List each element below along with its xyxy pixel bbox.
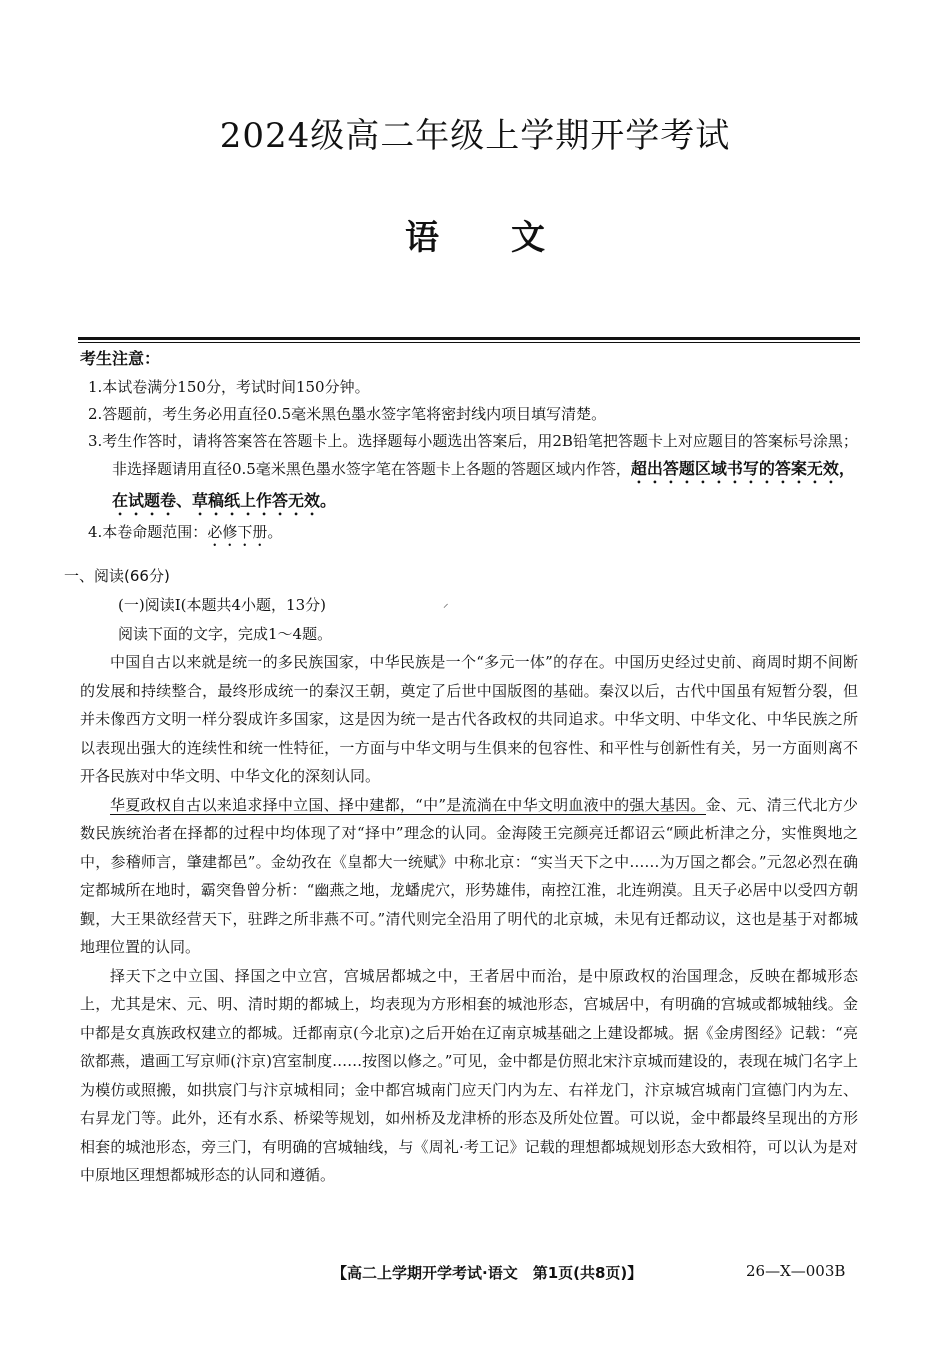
reading-instruction: 阅读下面的文字，完成1～4题。 [118,625,333,643]
reading-passage [80,648,858,1190]
notice-item-2: 2.答题前，考生务必用直径0.5毫米黑色墨水签字笔将密封线内项目填写清楚。 [88,405,607,423]
exam-title: 2024级高二年级上学期开学考试 [219,116,731,156]
passage-paragraph-1: 中国自古以来就是统一的多民族国家，中华民族是一个“多元一体”的存在。中国历史经过史前、商周时期不间断的发展和持续整合，最终形成统一的秦汉王朝，奠定了后世中国版图的基础。秦汉以后，古代中国虽有短暂分裂，但并未像西方文明一样分裂成许多国家，这是因为统一是古代各政权的共同追求。中华文明、中华文化、中华民族之所以表现出强大的连续性和统一性特征，一方面与中华文明与生俱来的包容性、和平性与创新性有关，另一方面则离不开各民族对中华文明、中华文化的深刻认同。 [80,653,858,785]
notice-heading: 考生注意： [80,349,161,368]
header-divider-thin [78,342,860,343]
passage-paragraph-3: 择天下之中立国、择国之中立宫，宫城居都城之中，王者居中而治，是中原政权的治国理念，反映在都城形态上，尤其是宋、元、明、清时期的都城上，均表现为方形相套的城池形态，宫城居中，有明确的宫城或都城轴线。金中都是女真族政权建立的都城。迁都南京(今北京)之后开始在辽南京城基础之上建设都城。据《金虏图经》记载：“亮欲都燕，遣画工写京师(汴京)宫室制度……按图以修之。”可见，金中都是仿照北宋汴京城而建设的，表现在城门名字上为模仿或照搬，如拱宸门与汴京城相同；金中都宫城南门应天门内为左、右祥龙门，汴京城宫城南门宣德门内为左、右昇龙门等。此外，还有水系、桥梁等规划，如州桥及龙津桥的形态及所处位置。可以说，金中都最终呈现出的方形相套的城池形态，旁三门，有明确的宫城轴线，与《周礼·考工记》记载的理想都城规划形态大致相符，可以认为是对中原地区理想都城形态的认同和遵循。 [80,966,858,1184]
section-title: 一、阅读(66分) [64,567,170,585]
header-divider-thick [78,337,860,340]
notice-item-3-text: 3.考生作答时，请将答案答在答题卡上。选择题每小题选出答案后，用2B铅笔把答题卡上对应题目的答案标号涂黑；非选择题请用直径0.5毫米黑色墨水签字笔在答题卡上各题的答题区域内作答， [88,432,858,478]
footer-exam-code: 26—X—003B [746,1262,846,1280]
notice-item-3-emphasis: 超出答题区域书写的答案无效，在试题卷、草稿纸上作答无效。 [112,459,855,510]
passage-underlined-sentence: 华夏政权自古以来追求择中立国、择中建都，“中”是流淌在中华文明血液中的强大基因。 [110,795,706,814]
notice-item-1: 1.本试卷满分150分，考试时间150分钟。 [88,378,370,396]
notice-item-4 [56,519,870,550]
footer-page-info: 【高二上学期开学考试·语文 第1页(共8页)】 [332,1264,643,1282]
pen-mark-icon: ⸝ [443,597,449,610]
subject-char-2: 文 [511,218,545,258]
notice-item-4-text: 4.本卷命题范围： [88,523,208,541]
subsection-title: (一)阅读Ⅰ(本题共4小题，13分) [118,596,326,614]
passage-paragraph-2-rest: 金、元、清三代北方少数民族统治者在择都的过程中均体现了对“择中”理念的认同。金海陵王完颜亮迁都诏云“顾此析津之分，实惟舆地之中，参稽师言，肇建都邑”。金幼孜在《皇都大一统赋》中称北京：“实当天下之中……为万国之都会。”元忽必烈在确定都城所在地时，霸突鲁曾分析：“幽燕之地，龙蟠虎穴，形势雄伟，南控江淮，北连朔漠。且天子必居中以受四方朝觐，大王果欲经营天下，驻跸之所非燕不可。”清代则完全沿用了明代的北京城，未见有迁都动议，这也是基于对都城地理位置的认同。 [80,795,858,956]
passage-paragraph-2 [80,791,858,962]
notice-item-4-scope: 必修下册。 [207,523,283,541]
subject-char-1: 语 [405,218,439,258]
notice-item-3 [56,428,870,519]
subject-title [0,210,950,259]
notice-list [80,374,870,550]
